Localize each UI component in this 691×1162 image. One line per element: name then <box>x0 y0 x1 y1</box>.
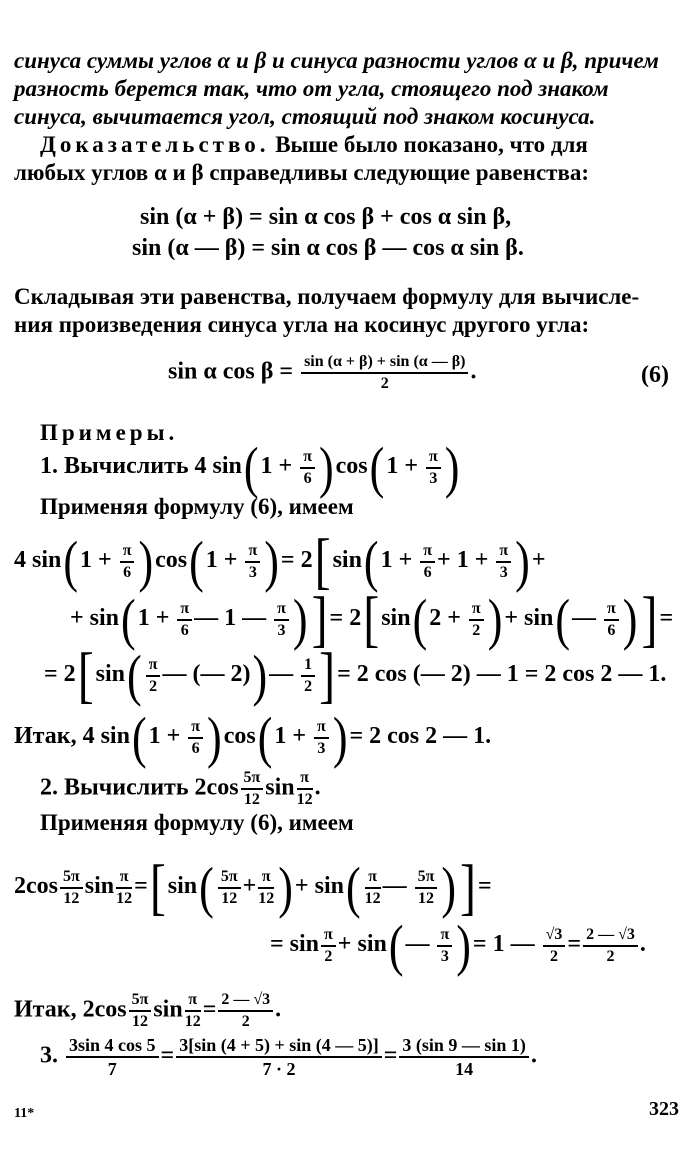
frac-1-2 <box>301 655 315 697</box>
ex1-arg: 1 + <box>274 723 313 750</box>
plus-sign: + <box>242 873 257 900</box>
examples-heading: Примеры. <box>40 420 179 445</box>
frac-pi-6 <box>300 447 315 489</box>
frac-pi-6 <box>177 599 192 641</box>
frac-pi-3 <box>274 599 289 641</box>
paren-right: ) <box>456 913 471 978</box>
frac-2-minus-sqrt3 <box>583 925 638 967</box>
theorem-line-2: разность берется так, что от угла, стоящего под знаком <box>14 76 609 101</box>
ex2-dot: . <box>639 931 646 958</box>
ex2-dot: . <box>275 996 282 1023</box>
frac-den: 6 <box>303 469 312 487</box>
frac-pi-2 <box>469 599 484 641</box>
bracket-left: [ <box>363 585 380 654</box>
frac-den: 12 <box>364 889 381 907</box>
frac-pi-3 <box>245 541 260 583</box>
frac-pi-12 <box>365 867 381 909</box>
ex1-result-prefix: Итак, 4 sin <box>14 723 130 750</box>
frac-den: 2 <box>324 947 333 965</box>
frac-num: 3 (sin 9 — sin 1) <box>399 1034 529 1058</box>
frac-pi-3 <box>314 717 329 759</box>
frac-den: 2 <box>304 677 313 695</box>
formula-6-numerator: sin (α + β) + sin (α — β) <box>301 352 468 374</box>
bracket-left: [ <box>314 527 331 596</box>
ex1-calc-line-1 <box>14 527 546 596</box>
ex1-l3-sin: sin <box>95 661 126 688</box>
ex1-l1-eq: = 2 <box>280 547 313 574</box>
frac-num: 2 — √3 <box>583 925 638 947</box>
proof-heading: Доказательство. <box>40 132 270 157</box>
identity-diff: sin (α — β) = sin α cos β — cos α sin β. <box>132 235 524 261</box>
ex1-arg: 1 + <box>80 547 118 574</box>
ex1-l1-mid: + 1 + <box>437 547 495 574</box>
proof-line-1-rest: Выше было показано, что для <box>269 132 588 157</box>
frac-den: 12 <box>131 1013 148 1030</box>
ex1-task <box>40 435 461 500</box>
ex1-calc-line-2 <box>70 585 674 654</box>
ex2-tail: . <box>314 774 321 801</box>
ex1-result <box>14 705 492 770</box>
ex2-l2-start: = sin <box>270 931 320 958</box>
frac-pi-6 <box>420 541 435 583</box>
ex3-fraction-2 <box>176 1034 382 1080</box>
frac-num: π <box>245 541 260 563</box>
frac-num: π <box>297 768 313 790</box>
frac-num: 2 — √3 <box>218 990 273 1012</box>
frac-den: 7 · 2 <box>262 1059 296 1079</box>
ex1-l3-start: = 2 <box>44 661 76 688</box>
paren-left: ( <box>63 529 79 594</box>
ex1-l2-start: + sin <box>70 605 120 632</box>
paren-right: ) <box>138 529 154 594</box>
paren-left: ( <box>363 529 379 594</box>
paren-left: ( <box>131 705 147 770</box>
paren-right: ) <box>444 435 460 500</box>
frac-den: 2 <box>549 947 558 965</box>
frac-den: 6 <box>423 563 432 581</box>
paren-left: ( <box>412 587 428 652</box>
frac-num: 5π <box>241 768 264 790</box>
theorem-line-3: синуса, вычитается угол, стоящий под знаком косинуса. <box>14 104 596 129</box>
frac-den: 2 <box>472 621 481 639</box>
bracket-right: ] <box>311 585 328 654</box>
frac-num: π <box>177 599 192 621</box>
frac-num: π <box>185 990 201 1012</box>
bracket-right: ] <box>641 585 658 654</box>
ex2-calc-line-2 <box>270 913 646 978</box>
ex1-result-rest: = 2 cos 2 — 1. <box>349 723 492 750</box>
ex1-arg: 1 + <box>137 605 176 632</box>
frac-num: √3 <box>543 925 566 947</box>
frac-num: π <box>469 599 484 621</box>
paren-right: ) <box>515 529 530 594</box>
frac-den: 2 <box>241 1013 250 1030</box>
frac-den: 14 <box>455 1059 474 1079</box>
frac-5pi-12 <box>218 867 241 909</box>
ex2-result-prefix: Итак, 2cos <box>14 996 127 1023</box>
ex3 <box>40 1034 537 1080</box>
frac-num: π <box>365 867 381 889</box>
ex3-fraction-3 <box>399 1034 529 1080</box>
frac-pi-6 <box>604 599 619 641</box>
frac-pi-12 <box>185 990 201 1032</box>
frac-den: 12 <box>221 889 238 907</box>
frac-num: 5π <box>218 867 241 889</box>
ex1-cos: cos <box>335 453 368 480</box>
frac-den: 3 <box>440 947 449 965</box>
ex2-result <box>14 990 281 1032</box>
frac-den: 6 <box>607 621 616 639</box>
identity-sum: sin (α + β) = sin α cos β + cos α sin β, <box>140 204 512 230</box>
frac-num: π <box>300 447 315 469</box>
formula-6 <box>168 352 476 394</box>
frac-pi-2 <box>146 655 161 697</box>
signature-mark: 11* <box>14 1106 35 1121</box>
frac-pi-2 <box>321 925 336 967</box>
frac-num: π <box>116 867 132 889</box>
frac-den: 3 <box>248 563 257 581</box>
formula-6-lhs: sin α cos β = <box>168 358 300 385</box>
ex1-arg2: 1 + <box>386 453 424 480</box>
frac-num: π <box>420 541 435 563</box>
ex2-applying: Применяя формулу (6), имеем <box>40 810 354 835</box>
ex1-applying: Применяя формулу (6), имеем <box>40 494 354 519</box>
ex2-l1-end: = <box>478 873 492 900</box>
adding-line-2: ния произведения синуса угла на косинус другого угла: <box>14 312 590 337</box>
frac-num: π <box>258 867 274 889</box>
frac-pi-12 <box>297 768 313 810</box>
frac-num: π <box>314 717 329 739</box>
formula-6-label: (6) <box>641 362 669 388</box>
paren-left: ( <box>388 913 404 978</box>
paren-right: ) <box>292 587 308 652</box>
ex1-l2-two: 2 + <box>429 605 467 632</box>
frac-num: π <box>120 541 135 563</box>
frac-pi-6 <box>188 717 203 759</box>
ex3-eq: = <box>160 1042 175 1069</box>
bracket-right: ] <box>460 853 477 922</box>
ex2-result-eq: = <box>202 996 217 1023</box>
frac-num: π <box>146 655 161 677</box>
proof-line-1 <box>40 132 588 157</box>
paren-left: ( <box>555 587 571 652</box>
ex1-l2-minus: — <box>572 605 603 632</box>
ex1-arg: 1 + <box>205 547 244 574</box>
adding-line-1: Складывая эти равенства, получаем формулу для вычисле- <box>14 284 640 309</box>
frac-den: 12 <box>243 791 260 808</box>
ex1-l3-rest: = 2 cos (— 2) — 1 = 2 cos 2 — 1. <box>337 661 667 688</box>
paren-left: ( <box>189 529 204 594</box>
frac-num: 5π <box>60 867 83 889</box>
ex1-l1-lhs: 4 sin <box>14 547 62 574</box>
frac-num: 3sin 4 cos 5 <box>66 1034 159 1058</box>
frac-den: 3 <box>429 469 438 487</box>
frac-num: 3[sin (4 + 5) + sin (4 — 5)] <box>176 1034 382 1058</box>
frac-den: 2 <box>149 677 158 695</box>
frac-num: π <box>274 599 289 621</box>
ex2-calc-line-1 <box>14 853 492 922</box>
frac-sqrt3-2 <box>543 925 566 967</box>
paren-right: ) <box>278 855 293 920</box>
ex1-l2-sin: sin <box>381 605 411 632</box>
ex1-l3-minus: — <box>269 661 300 688</box>
frac-den: 6 <box>191 739 200 757</box>
formula-6-period: . <box>470 358 477 385</box>
ex1-calc-line-3 <box>44 641 667 710</box>
ex2-eq: = <box>567 931 582 958</box>
ex1-cos: cos <box>223 723 256 750</box>
ex1-l2-end: = <box>659 605 674 632</box>
formula-6-fraction <box>301 352 468 394</box>
frac-den: 12 <box>258 889 275 907</box>
frac-den: 3 <box>317 739 326 757</box>
paren-right: ) <box>622 587 638 652</box>
frac-num: π <box>604 599 619 621</box>
paren-left: ( <box>369 435 385 500</box>
ex2-l2-plus-sin: + sin <box>337 931 387 958</box>
page-number: 323 <box>649 1098 679 1120</box>
frac-den: 6 <box>123 563 132 581</box>
ex1-l2-mid: — 1 — <box>194 605 273 632</box>
bracket-left: [ <box>149 853 166 922</box>
ex2-l2-rest: = 1 — <box>472 931 541 958</box>
paren-left: ( <box>243 435 259 500</box>
ex2-task <box>40 768 321 810</box>
paren-right: ) <box>207 705 222 770</box>
frac-den: 7 <box>107 1059 117 1079</box>
paren-left: ( <box>199 855 214 920</box>
paren-right: ) <box>264 529 279 594</box>
paren-right: ) <box>319 435 334 500</box>
ex1-arg1: 1 + <box>260 453 299 480</box>
ex3-prefix: 3. <box>40 1042 58 1069</box>
frac-pi-3 <box>437 925 452 967</box>
ex1-l1-tail: + <box>531 547 546 574</box>
ex2-sin: sin <box>167 873 198 900</box>
paren-left: ( <box>121 587 136 652</box>
formula-6-denominator: 2 <box>380 375 389 392</box>
frac-pi-6 <box>120 541 135 583</box>
ex2-task-prefix: 2. Вычислить 2cos <box>40 774 239 801</box>
bracket-left: [ <box>77 641 94 710</box>
frac-den: 12 <box>116 889 133 907</box>
ex1-cos: cos <box>155 547 188 574</box>
frac-den: 6 <box>180 621 189 639</box>
frac-pi-3 <box>496 541 511 583</box>
frac-2-minus-sqrt3 <box>218 990 273 1032</box>
frac-5pi-12 <box>241 768 264 810</box>
ex1-l3-mid: — (— 2) <box>162 661 251 688</box>
ex3-eq: = <box>383 1042 398 1069</box>
frac-den: 3 <box>499 563 508 581</box>
paren-right: ) <box>487 587 503 652</box>
frac-pi-3 <box>426 447 441 489</box>
paren-right: ) <box>252 643 268 708</box>
frac-num: 5π <box>129 990 152 1012</box>
ex2-l1-plus-sin: + sin <box>294 873 344 900</box>
ex2-l1-eq: = <box>134 873 148 900</box>
frac-num: π <box>437 925 452 947</box>
frac-5pi-12 <box>415 867 438 909</box>
frac-pi-12 <box>116 867 132 909</box>
frac-num: 5π <box>415 867 438 889</box>
paren-left: ( <box>257 705 273 770</box>
frac-num: π <box>321 925 336 947</box>
frac-num: π <box>496 541 511 563</box>
frac-den: 12 <box>417 889 434 907</box>
frac-5pi-12 <box>129 990 152 1032</box>
frac-den: 3 <box>277 621 286 639</box>
ex2-sin: sin <box>84 873 115 900</box>
frac-pi-12 <box>258 867 274 909</box>
frac-num: 1 <box>301 655 315 677</box>
ex3-tail: . <box>530 1042 537 1069</box>
frac-den: 12 <box>296 791 313 808</box>
paren-left: ( <box>345 855 361 920</box>
frac-5pi-12 <box>60 867 83 909</box>
frac-num: π <box>426 447 441 469</box>
frac-den: 12 <box>63 889 80 907</box>
ex2-sin: sin <box>153 996 183 1023</box>
paren-right: ) <box>441 855 457 920</box>
ex2-l1-minus: — <box>382 873 413 900</box>
frac-num: π <box>188 717 203 739</box>
paren-right: ) <box>332 705 348 770</box>
ex3-fraction-1 <box>66 1034 159 1080</box>
ex1-l2-plus-sin: + sin <box>504 605 554 632</box>
theorem-line-1: синуса суммы углов α и β и синуса разности углов α и β, причем <box>14 48 659 73</box>
frac-den: 12 <box>184 1013 201 1030</box>
proof-line-2: любых углов α и β справедливы следующие равенства: <box>14 160 590 185</box>
ex1-l2-eq: = 2 <box>329 605 362 632</box>
frac-den: 2 <box>606 947 615 965</box>
ex1-l1-sin: sin <box>332 547 362 574</box>
ex1-arg: 1 + <box>148 723 187 750</box>
ex2-sin: sin <box>265 774 295 801</box>
ex1-task-prefix: 1. Вычислить 4 sin <box>40 453 242 480</box>
ex2-l2-minus: — <box>405 931 436 958</box>
ex1-arg: 1 + <box>380 547 419 574</box>
ex2-l1-lhs: 2cos <box>14 873 58 900</box>
bracket-right: ] <box>319 641 336 710</box>
paren-left: ( <box>127 643 142 708</box>
